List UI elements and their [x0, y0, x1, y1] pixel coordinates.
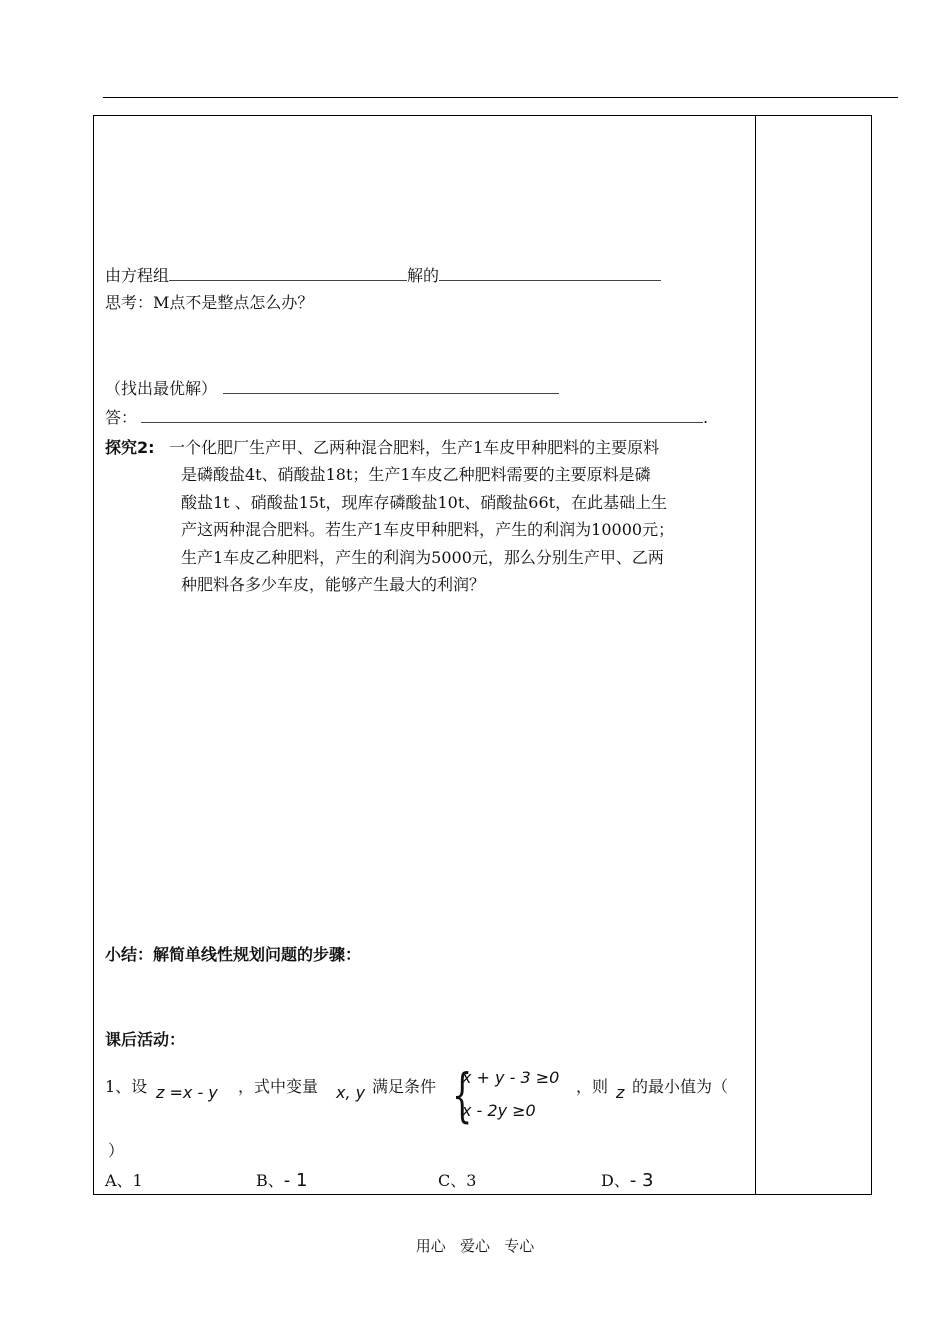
q1-condition-1: x + y - 3 ≥0 — [462, 1068, 560, 1087]
column-divider — [755, 115, 756, 1195]
option-d-label: D、 — [601, 1171, 630, 1190]
option-d-value: - 3 — [629, 1170, 654, 1191]
q1-variables-label: ，式中变量 — [238, 1077, 319, 1096]
q1-close-paren: ） — [108, 1141, 125, 1160]
q1-min-label: 的最小值为（ — [632, 1077, 729, 1096]
q1-condition-label: 满足条件 — [372, 1077, 437, 1096]
think-question: 思考：M点不是整点怎么办？ — [105, 293, 314, 312]
option-b-label: B、 — [256, 1171, 284, 1190]
explore2-line: 生产1车皮乙种肥料，产生的利润为5000元，那么分别生产甲、乙两 — [181, 547, 664, 567]
q1-prefix: 1、设 — [105, 1077, 148, 1096]
system-brace: { — [452, 1061, 473, 1129]
answer-end: . — [703, 408, 709, 427]
q1-variables: x, y — [336, 1083, 366, 1102]
blank-equation[interactable] — [169, 264, 407, 281]
q1-then: ，则 — [576, 1077, 609, 1096]
summary-heading: 小结：解简单线性规划问题的步骤： — [105, 945, 362, 964]
option-b-value: - 1 — [283, 1170, 308, 1191]
equation-middle: 解的 — [407, 266, 440, 285]
answer-line — [105, 406, 708, 428]
header-rule — [103, 97, 898, 98]
explore2-label: 探究2: — [105, 438, 155, 457]
q1-condition-2: x - 2y ≥0 — [462, 1101, 536, 1120]
q1-z: z — [616, 1083, 625, 1102]
explore2-line: 酸盐1t 、硝酸盐15t，现库存磷酸盐10t、硝酸盐66t，在此基础上生 — [181, 492, 668, 512]
blank-optimal[interactable] — [223, 377, 559, 394]
option-b[interactable] — [256, 1171, 307, 1191]
explore2-line: 一个化肥厂生产甲、乙两种混合肥料，生产1车皮甲种肥料的主要原料 — [169, 438, 660, 457]
explore2-line: 是磷酸盐4t、硝酸盐18t；生产1车皮乙种肥料需要的主要原料是磷 — [181, 465, 651, 485]
option-c[interactable]: C、3 — [438, 1171, 477, 1190]
q1-expression: z =x - y — [156, 1083, 218, 1102]
explore2-line: 产这两种混合肥料。若生产1车皮甲种肥料，产生的利润为10000元； — [181, 520, 675, 540]
optimal-line — [105, 377, 559, 399]
equation-prefix: 由方程组 — [105, 266, 170, 285]
blank-answer[interactable] — [141, 406, 703, 423]
optimal-label: （找出最优解） — [105, 379, 218, 398]
option-d[interactable] — [601, 1171, 654, 1191]
after-class-heading: 课后活动： — [105, 1030, 186, 1049]
blank-solution[interactable] — [439, 264, 661, 281]
page-footer: 用心 爱心 专心 — [415, 1237, 535, 1255]
equation-line — [105, 264, 661, 286]
answer-label: 答： — [105, 408, 138, 427]
option-a[interactable]: A、1 — [105, 1171, 143, 1190]
explore2-line: 种肥料各多少车皮，能够产生最大的利润？ — [181, 575, 486, 595]
explore2-text — [169, 434, 749, 598]
